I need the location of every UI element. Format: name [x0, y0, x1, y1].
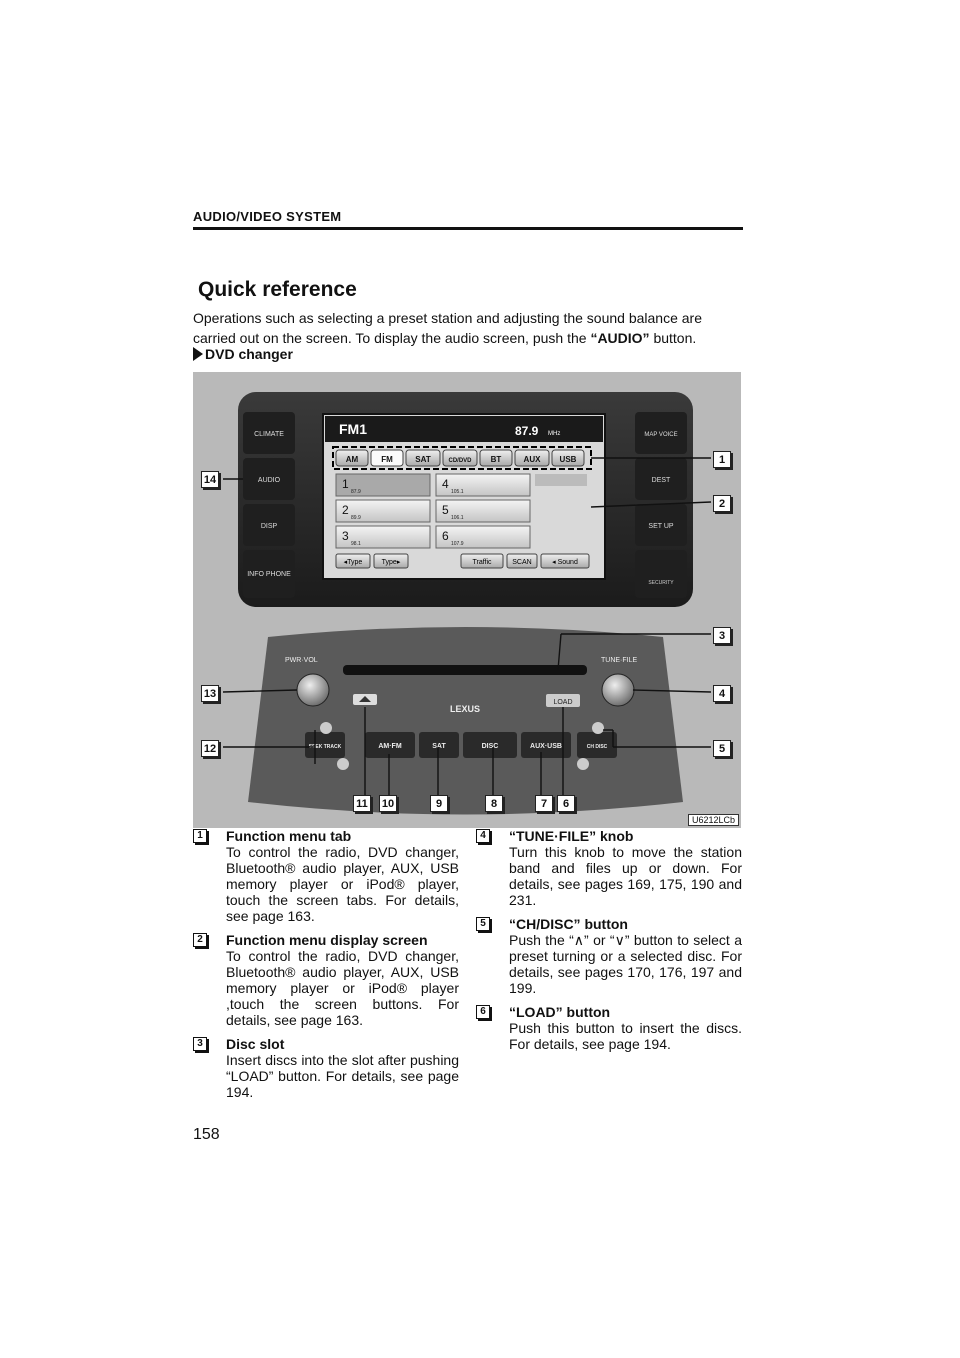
item-number: 6	[476, 1005, 490, 1019]
device-illustration	[193, 372, 741, 828]
subhead-label: DVD changer	[205, 346, 293, 362]
intro-text: Operations such as selecting a preset station and adjusting the sound balance are carried out on the screen. To display the audio screen, push the	[193, 310, 702, 346]
label-pwr-vol: PWR·VOL	[285, 657, 318, 664]
screen-tab-label: AM	[345, 455, 359, 464]
panel-button-label: AUX·USB	[530, 743, 562, 750]
callout-7: 7	[535, 795, 553, 812]
screen-bottom-label: Traffic	[472, 559, 492, 566]
item-title: Disc slot	[226, 1036, 285, 1052]
preset-number: 5	[442, 503, 449, 517]
legend-item	[193, 1036, 459, 1100]
callout-3: 3	[713, 627, 731, 644]
screen-frequency: 87.9	[515, 424, 539, 438]
page-number: 158	[193, 1126, 220, 1143]
item-title: Function menu tab	[226, 828, 352, 844]
btn-audio: AUDIO	[257, 477, 281, 484]
callout-8: 8	[485, 795, 503, 812]
callout-11: 11	[353, 795, 371, 812]
preset-side-box	[535, 474, 587, 486]
preset-number: 3	[342, 529, 349, 543]
ch-up-button	[592, 722, 604, 734]
figure-code: U6212LCb	[688, 814, 739, 826]
item-title: Function menu display screen	[226, 932, 428, 948]
callout-12: 12	[201, 740, 219, 757]
screen-unit: MHz	[548, 431, 561, 437]
panel-button-label: DISC	[481, 743, 499, 750]
tune-file-knob	[602, 674, 634, 706]
item-desc: Push this button to insert the discs. For details, see page 194.	[509, 1020, 742, 1052]
preset-number: 1	[342, 477, 349, 491]
item-title: “LOAD” button	[509, 1004, 611, 1020]
screen-bottom-label: ◂Type	[343, 559, 363, 566]
intro-tail: button.	[649, 330, 697, 346]
preset-frequency: 87.9	[351, 489, 361, 495]
btn-dest: DEST	[651, 477, 671, 484]
preset-frequency: 107.9	[451, 541, 464, 547]
intro-button-name: “AUDIO”	[590, 330, 650, 346]
triangle-bullet-icon	[193, 347, 203, 361]
item-title: “TUNE·FILE” knob	[509, 828, 634, 844]
btn-climate: CLIMATE	[254, 431, 284, 438]
label-tune-file: TUNE·FILE	[601, 657, 638, 664]
preset-number: 6	[442, 529, 449, 543]
brand-logo: LEXUS	[449, 704, 481, 714]
pwr-vol-knob	[297, 674, 329, 706]
legend-item	[476, 916, 742, 996]
section-header: AUDIO/VIDEO SYSTEM	[193, 209, 342, 224]
screen-tab-label: FM	[381, 455, 393, 464]
left-button-column	[243, 412, 295, 598]
legend-item	[476, 828, 742, 908]
panel-button-label: SEEK TRACK	[308, 744, 342, 750]
ch-down-button	[577, 758, 589, 770]
legend-item	[476, 1004, 742, 1052]
callout-1: 1	[713, 451, 731, 468]
items-column-right	[476, 828, 742, 1060]
device-figure	[193, 372, 741, 828]
item-title: “CH/DISC” button	[509, 916, 628, 932]
item-number: 4	[476, 829, 490, 843]
legend-item	[193, 828, 459, 924]
screen-bottom-label: ◂ Sound	[552, 559, 578, 566]
preset-frequency: 105.1	[451, 489, 464, 495]
item-number: 3	[193, 1037, 207, 1051]
screen-bottom-label: SCAN	[512, 559, 532, 566]
preset-frequency: 89.9	[351, 515, 361, 521]
screen-band: FM1	[339, 421, 367, 437]
btn-security: SECURITY	[648, 580, 674, 586]
item-number: 2	[193, 933, 207, 947]
subhead	[193, 346, 293, 362]
screen-tab-label: USB	[559, 455, 577, 464]
callout-14: 14	[201, 471, 219, 488]
legend-item	[193, 932, 459, 1028]
screen-bottom-row	[336, 554, 589, 568]
preset-number: 4	[442, 477, 449, 491]
item-desc: Insert discs into the slot after pushing “LOAD” button. For details, see page 194.	[226, 1052, 459, 1100]
callout-5: 5	[713, 740, 731, 757]
callout-2: 2	[713, 495, 731, 512]
item-number: 5	[476, 917, 490, 931]
item-desc: Push the “∧” or “∨” button to select a preset turning or a selected disc. For details, see pages 170, 176, 197 and 199.	[509, 932, 742, 996]
page-title: Quick reference	[198, 278, 357, 301]
item-desc: To control the radio, DVD changer, Bluetooth® audio player, AUX, USB memory player or iPod® player ,touch the screen buttons. For details, see page 163.	[226, 948, 459, 1028]
screen-bottom-label: Type▸	[381, 559, 401, 566]
callout-6: 6	[557, 795, 575, 812]
seek-down-button	[337, 758, 349, 770]
disc-slot	[343, 665, 587, 675]
item-desc: To control the radio, DVD changer, Bluetooth® audio player, AUX, USB memory player or iPod® player, touch the screen tabs. For details, see page 163.	[226, 844, 459, 924]
preset-number: 2	[342, 503, 349, 517]
btn-setup: SET UP	[648, 523, 674, 530]
callout-9: 9	[430, 795, 448, 812]
screen-tab-row	[336, 450, 584, 466]
header-rule	[193, 227, 743, 230]
lower-panel	[248, 627, 683, 815]
callout-13: 13	[201, 685, 219, 702]
panel-button-label: AM·FM	[378, 743, 402, 750]
label-load: LOAD	[553, 699, 573, 706]
preset-frequency: 98.1	[351, 541, 361, 547]
btn-disp: DISP	[260, 523, 278, 530]
preset-frequency: 106.1	[451, 515, 464, 521]
screen-tab-label: AUX	[523, 455, 541, 464]
panel-button-label: SAT	[432, 743, 446, 750]
screen-tab-label: CD/DVD	[448, 458, 472, 464]
screen-tab-label: SAT	[415, 455, 431, 464]
callout-10: 10	[379, 795, 397, 812]
panel-button-label: CH DISC	[586, 744, 608, 750]
screen-tab-label: BT	[490, 455, 502, 464]
item-desc: Turn this knob to move the station band and files up or down. For details, see pages 169, 175, 190 and 231.	[509, 844, 742, 908]
btn-map-voice: MAP VOICE	[644, 432, 678, 438]
item-number: 1	[193, 829, 207, 843]
btn-info-phone: INFO PHONE	[247, 571, 291, 578]
seek-up-button	[320, 722, 332, 734]
callout-4: 4	[713, 685, 731, 702]
intro-paragraph	[193, 308, 745, 348]
items-column-left	[193, 828, 459, 1108]
